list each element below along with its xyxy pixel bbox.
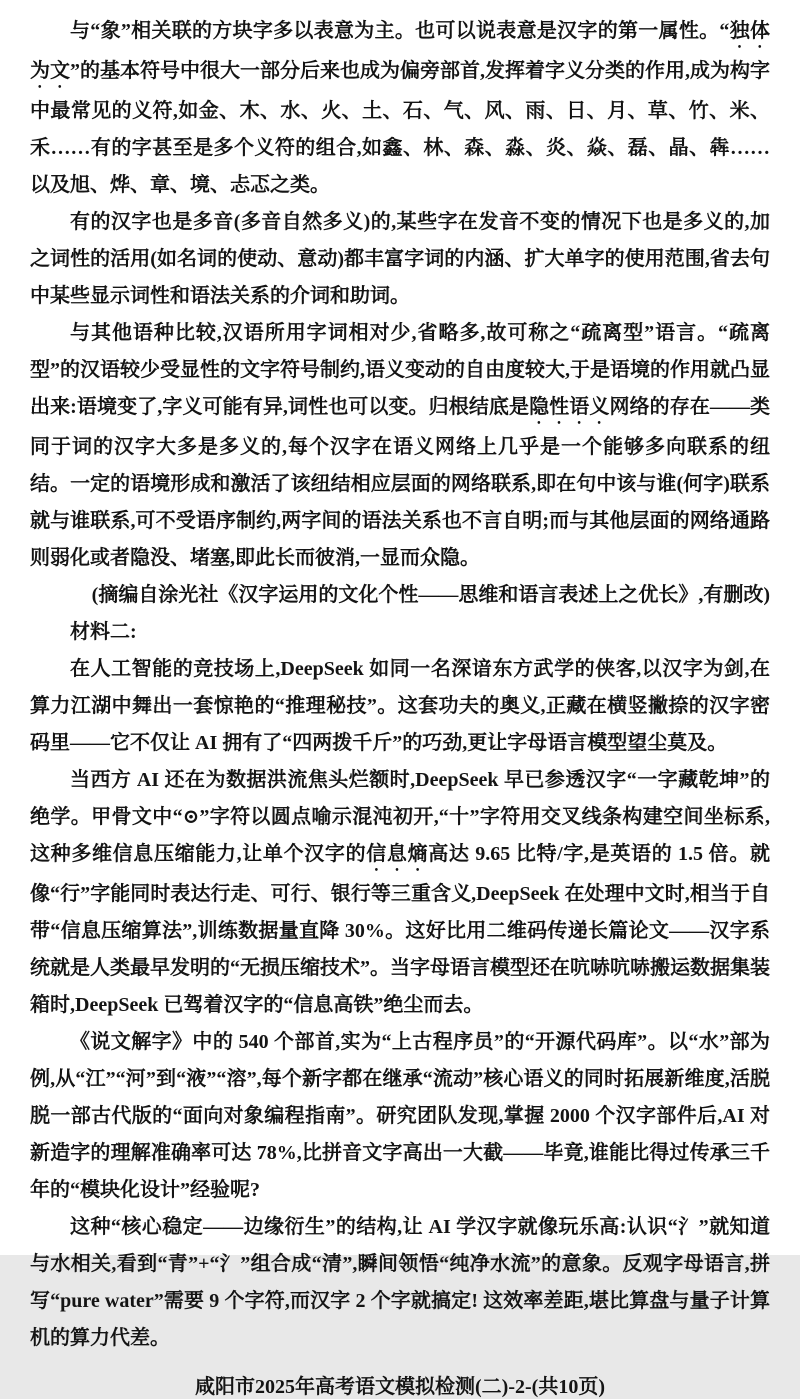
text-run: 《说文解字》中的 540 个部首,实为“上古程序员”的“开源代码库”。以“水”部为例,从“江”“河”到“液”“溶”,每个新字都在继承“流动”核心语义的同时拓展新维度,活脱脱一部古代版的“面向对象编程指南”。研究团队发现,掌握 2000 个汉字部件后,AI 对新造字的理解准确率可达 78%,比拼音文字高出一大截——毕竟,谁能比得过传承三千年的“模块化设计”经验呢? [30, 1031, 770, 1201]
text-run: 网络的存在——类同于词的汉字大多是多义的,每个汉字在语义网络上几乎是一个能够多向联系的纽结。一定的语境形成和激活了该纽结相应层面的网络联系,即在句中该与谁(何字)联系就与谁联系,可不受语序制约,两字间的语法关系也不言自明;而与其他层面的网络通路则弱化或者隐没、堵塞,即此长而彼消,一显而众隐。 [30, 396, 771, 569]
source-attribution [30, 577, 770, 614]
emphasis-dotted-text: 独体为文 [30, 20, 771, 82]
text-run: ”的基本符号中很大一部分后来也成为偏旁部首,发挥着字义分类的作用,成为构字中最常见的义符,如金、木、水、火、土、石、气、风、雨、日、月、草、竹、米、禾……有的字甚至是多个义符的组合,如鑫、林、森、淼、炎、焱、磊、晶、犇……以及旭、烨、章、境、忐忑之类。 [30, 60, 770, 196]
paragraph-2 [30, 204, 770, 315]
paragraph-1 [30, 13, 770, 204]
paragraph-7 [30, 1209, 770, 1357]
text-run: 有的汉字也是多音(多音自然多义)的,某些字在发音不变的情况下也是多义的,加之词性的活用(如名词的使动、意动)都丰富字词的内涵、扩大单字的使用范围,省去句中某些显示词性和语法关系的介词和助词。 [30, 211, 770, 307]
text-run: 当西方 AI 还在为数据洪流焦头烂额时,DeepSeek 早已参透汉字“一字藏乾坤”的绝学。甲骨文中“⊙”字符以圆点喻示混沌初开,“十”字符用交叉线条构建空间坐标系,这种多维信息压缩能力,让单个汉字的 [30, 769, 770, 865]
paragraph-4 [30, 651, 770, 762]
text-run: 这种“核心稳定——边缘衍生”的结构,让 AI 学汉字就像玩乐高:认识“氵”就知道与水相关,看到“青”+“氵”组合成“清”,瞬间领悟“纯净水流”的意象。反观字母语言,拼写“pure water”需要 9 个字符,而汉字 2 个字就搞定! 这效率差距,堪比算盘与量子计算机的算力代差。 [30, 1216, 770, 1349]
paragraph-6 [30, 1024, 770, 1209]
material-two-heading [30, 614, 770, 651]
paragraph-3 [30, 315, 770, 577]
text-run: 材料二: [70, 621, 137, 643]
text-run: 与“象”相关联的方块字多以表意为主。也可以说表意是汉字的第一属性。“ [70, 20, 730, 42]
text-run: 在人工智能的竞技场上,DeepSeek 如同一名深谙东方武学的侠客,以汉字为剑,在算力江湖中舞出一套惊艳的“推理秘技”。这套功夫的奥义,正藏在横竖撇捺的汉字密码里——它不仅让 AI 拥有了“四两拨千斤”的巧劲,更让字母语言模型望尘莫及。 [30, 658, 770, 754]
text-run: 高达 9.65 比特/字,是英语的 1.5 倍。就像“行”字能同时表达行走、可行、银行等三重含义,DeepSeek 在处理中文时,相当于自带“信息压缩算法”,训练数据量直降 30%。这好比用二维码传递长篇论文——汉字系统就是人类最早发明的“无损压缩技术”。当字母语言模型还在吭哧吭哧搬运数据集装箱时,DeepSeek 已驾着汉字的“信息高铁”绝尘而去。 [30, 843, 771, 1016]
text-run: 与其他语种比较,汉语所用字词相对少,省略多,故可称之“疏离型”语言。“疏离型”的汉语较少受显性的文字符号制约,语义变动的自由度较大,于是语境的作用就凸显出来:语境变了,字义可能有异,词性也可以变。归根结底是 [30, 322, 770, 418]
paragraph-5 [30, 762, 770, 1024]
page-footer: 咸阳市2025年高考语文模拟检测(二)-2-(共10页) [195, 1376, 605, 1398]
text-run: (摘编自涂光社《汉字运用的文化个性——思维和语言表述上之优长》,有删改) [91, 584, 770, 606]
emphasis-dotted-text: 信息熵 [366, 843, 429, 865]
emphasis-dotted-text: 隐性语义 [529, 396, 610, 418]
